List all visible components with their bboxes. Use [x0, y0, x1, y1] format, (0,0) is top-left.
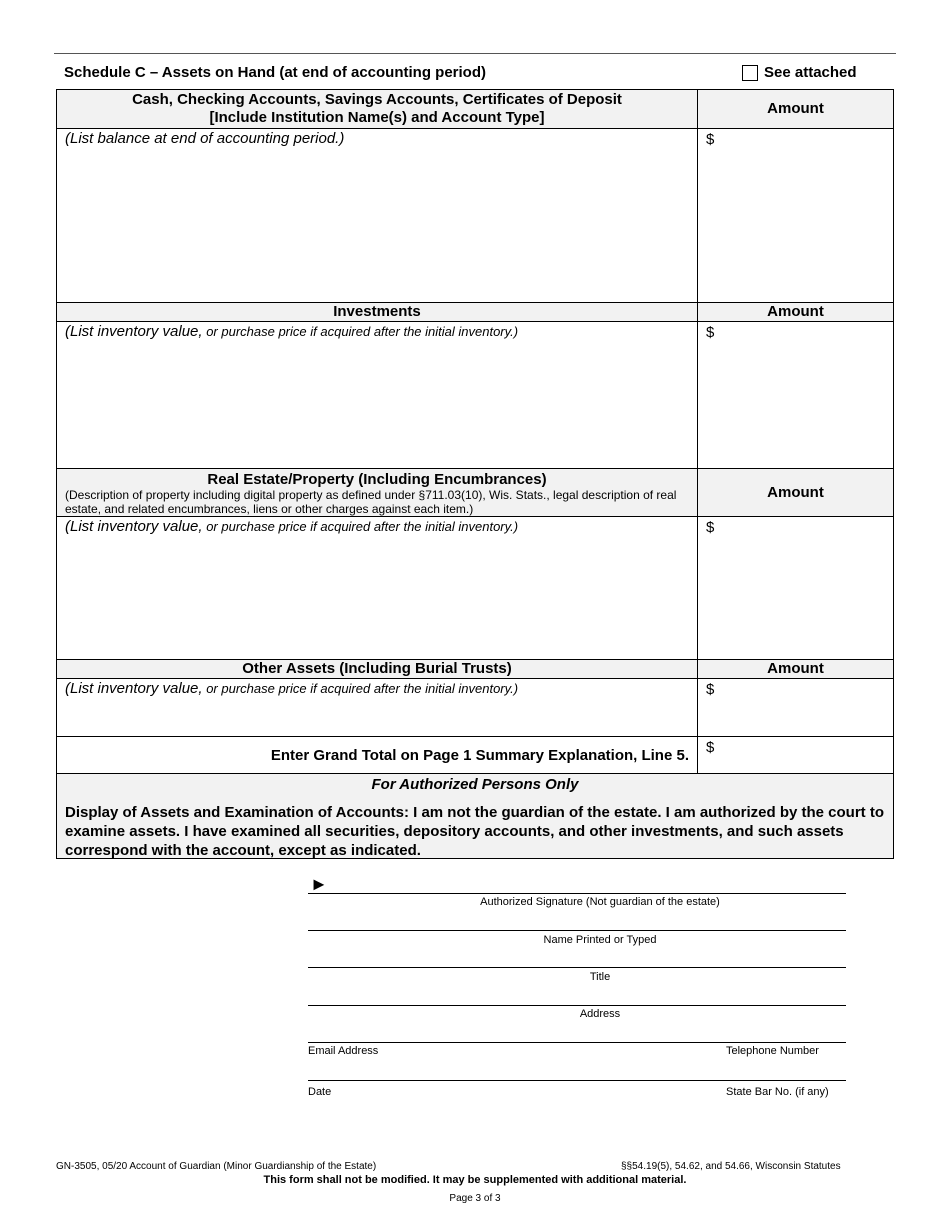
- assets-table: [56, 89, 894, 775]
- real-estate-header: [57, 469, 698, 516]
- real-estate-entry-row: [57, 517, 893, 660]
- real-estate-hint: [57, 517, 697, 536]
- investments-entry-row: [57, 322, 893, 469]
- statutes: §§54.19(5), 54.62, and 54.66, Wisconsin Statutes: [621, 1161, 841, 1172]
- state-bar-label: State Bar No. (if any): [726, 1086, 829, 1098]
- real-estate-amount-field[interactable]: [698, 517, 893, 659]
- date-bar-line[interactable]: [308, 1080, 846, 1081]
- grand-total-amount-field[interactable]: [698, 737, 893, 774]
- investments-amount-field[interactable]: [698, 322, 893, 468]
- cash-amount-header: Amount: [767, 100, 824, 117]
- investments-amount-header: Amount: [767, 303, 824, 320]
- title-label: Title: [589, 971, 611, 983]
- cash-amount-field[interactable]: [698, 129, 893, 302]
- other-assets-header: Other Assets (Including Burial Trusts): [57, 660, 698, 678]
- cash-hint: (List balance at end of accounting period.): [65, 130, 345, 147]
- address-line[interactable]: [308, 1005, 846, 1006]
- signature-line[interactable]: [308, 893, 846, 894]
- name-label: Name Printed or Typed: [543, 934, 657, 946]
- real-estate-dollar-sign: $: [706, 519, 715, 536]
- signature-label: Authorized Signature (Not guardian of the estate): [480, 896, 720, 908]
- cash-header: [57, 90, 698, 128]
- modification-notice: This form shall not be modified. It may be supplemented with additional material.: [263, 1174, 687, 1186]
- see-attached-checkbox[interactable]: [742, 65, 758, 81]
- other-assets-description-field[interactable]: [57, 679, 698, 736]
- investments-dollar-sign: $: [706, 324, 715, 341]
- real-estate-hint-main: (List inventory value,: [65, 518, 203, 535]
- cash-description-field[interactable]: [57, 129, 698, 302]
- address-label: Address: [579, 1008, 621, 1020]
- other-assets-hint-main: (List inventory value,: [65, 680, 203, 697]
- title-line[interactable]: [308, 967, 846, 968]
- name-line[interactable]: [308, 930, 846, 931]
- other-assets-hint-small: or purchase price if acquired after the initial inventory.): [202, 681, 519, 696]
- real-estate-title: Real Estate/Property (Including Encumbrances): [207, 471, 547, 488]
- see-attached-label: See attached: [764, 64, 857, 81]
- authorized-heading: For Authorized Persons Only: [371, 776, 579, 793]
- real-estate-amount-header: Amount: [767, 483, 824, 501]
- investments-description-field[interactable]: [57, 322, 698, 468]
- real-estate-description: (Description of property including digital property as defined under §711.03(10), Wis. Stats., legal description of real estate, and related encumbrances, liens or other charges against each item.): [65, 488, 677, 516]
- other-assets-amount-header: Amount: [767, 660, 824, 677]
- cash-header-line1: Cash, Checking Accounts, Savings Accounts, Certificates of Deposit: [132, 91, 622, 108]
- email-label: Email Address: [308, 1045, 379, 1057]
- phone-label: Telephone Number: [726, 1045, 819, 1057]
- investments-header-row: [57, 303, 893, 322]
- real-estate-description-field[interactable]: [57, 517, 698, 659]
- investments-hint-small: or purchase price if acquired after the initial inventory.): [202, 324, 519, 339]
- top-rule: [54, 53, 896, 54]
- schedule-title: Schedule C – Assets on Hand (at end of accounting period): [64, 64, 486, 81]
- investments-header: Investments: [57, 303, 698, 321]
- signature-arrow-icon: ►: [310, 874, 328, 894]
- grand-total-dollar-sign: $: [706, 739, 715, 756]
- grand-total-row: [57, 737, 893, 774]
- investments-hint-main: (List inventory value,: [65, 323, 203, 340]
- see-attached-option[interactable]: [742, 64, 857, 81]
- authorized-persons-box: [56, 773, 894, 859]
- cash-entry-row: [57, 129, 893, 303]
- other-assets-amount-field[interactable]: [698, 679, 893, 736]
- page-number: Page 3 of 3: [449, 1193, 501, 1204]
- real-estate-header-row: [57, 469, 893, 517]
- real-estate-hint-small: or purchase price if acquired after the initial inventory.): [202, 519, 519, 534]
- cash-dollar-sign: $: [706, 131, 715, 148]
- other-assets-dollar-sign: $: [706, 681, 715, 698]
- cash-header-line2: [Include Institution Name(s) and Account Type]: [209, 109, 545, 126]
- grand-total-label: Enter Grand Total on Page 1 Summary Explanation, Line 5.: [57, 737, 698, 774]
- cash-header-row: [57, 90, 893, 129]
- investments-hint: [57, 322, 697, 341]
- date-label: Date: [308, 1086, 332, 1098]
- other-assets-entry-row: [57, 679, 893, 737]
- other-assets-header-row: [57, 660, 893, 679]
- authorized-statement: Display of Assets and Examination of Accounts: I am not the guardian of the estate. I am authorized by the court to examine assets. I have examined all securities, depository accounts, and other investments, and such assets correspond with the account, except as indicated.: [65, 804, 885, 859]
- other-assets-hint: [57, 679, 697, 698]
- email-phone-line[interactable]: [308, 1042, 846, 1043]
- form-id: GN-3505, 05/20 Account of Guardian (Minor Guardianship of the Estate): [56, 1161, 377, 1172]
